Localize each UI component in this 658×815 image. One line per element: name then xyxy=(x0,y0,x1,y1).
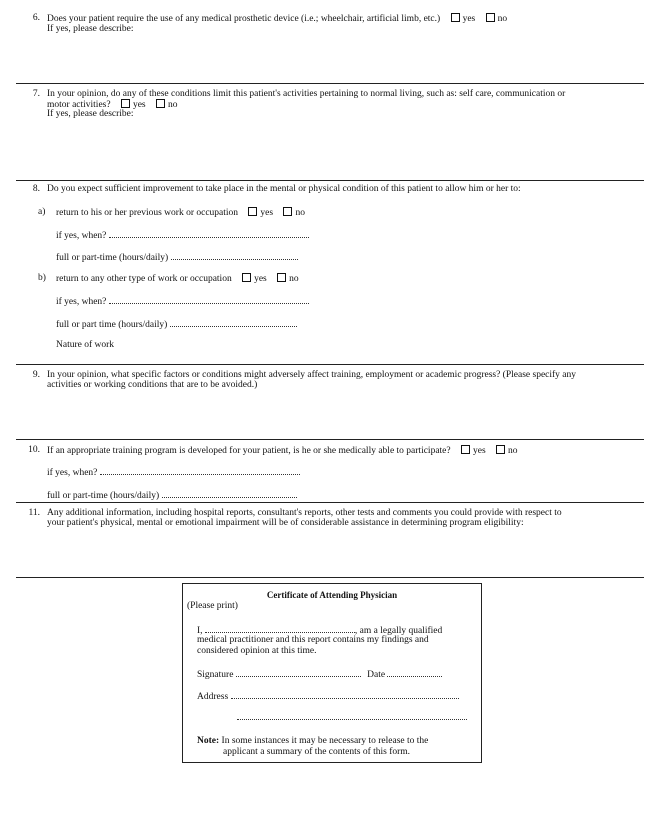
q8a-yes-checkbox[interactable] xyxy=(248,207,257,216)
signature-field[interactable] xyxy=(236,668,361,677)
q11-answer-line[interactable] xyxy=(16,577,644,578)
q8b-when-label: if yes, when? xyxy=(56,297,107,307)
certificate-line1: , am a legally qualified xyxy=(354,626,443,636)
q8b-no-checkbox[interactable] xyxy=(277,273,286,282)
address-field-1[interactable] xyxy=(231,690,459,699)
note-text-1: In some instances it may be necessary to release to the xyxy=(221,736,429,746)
certificate-i-label: I, xyxy=(197,626,203,636)
signature-label: Signature xyxy=(197,670,234,680)
please-print-label: (Please print) xyxy=(187,601,238,611)
q7-number: 7. xyxy=(32,89,40,99)
q6-number: 6. xyxy=(32,13,40,23)
q8-answer-line[interactable] xyxy=(16,364,644,365)
q9-text: In your opinion, what specific factors or conditions might adversely affect training, employment or academic progress? (Please specify any xyxy=(47,370,577,380)
q9-answer-line[interactable] xyxy=(16,439,644,440)
q10-yes-checkbox[interactable] xyxy=(461,445,470,454)
certificate-title: Certificate of Attending Physician xyxy=(266,590,398,600)
q8a-hours-label: full or part-time (hours/daily) xyxy=(56,253,169,263)
q11-number: 11. xyxy=(28,508,40,518)
q8b-yes-checkbox[interactable] xyxy=(242,273,251,282)
q8b-yes-label: yes xyxy=(254,274,267,284)
certificate-line3: considered opinion at this time. xyxy=(197,646,317,656)
q6-describe: If yes, please describe: xyxy=(47,24,134,34)
q7-no-label: no xyxy=(168,100,178,110)
q8a-when-label: if yes, when? xyxy=(56,231,107,241)
q8b-text: return to any other type of work or occupation xyxy=(56,274,232,284)
q9-text-cont: activities or working conditions that are to be avoided.) xyxy=(47,380,258,390)
date-field[interactable] xyxy=(387,668,442,677)
physician-certificate-box xyxy=(182,583,482,763)
q8a-no-label: no xyxy=(295,208,305,218)
q8b-hours-field[interactable] xyxy=(170,318,297,327)
q7-yes-checkbox[interactable] xyxy=(121,99,130,108)
q7-text: In your opinion, do any of these conditions limit this patient's activities pertaining to normal living, such as: self care, communication or xyxy=(47,89,566,99)
note-text-2: applicant a summary of the contents of this form. xyxy=(223,747,411,757)
address-field-2[interactable] xyxy=(237,711,467,720)
q10-yes-label: yes xyxy=(472,446,486,456)
q6-answer-line[interactable] xyxy=(16,83,644,84)
q7-describe: If yes, please describe: xyxy=(47,109,134,119)
q10-when-label: if yes, when? xyxy=(47,468,98,478)
physician-name-field[interactable] xyxy=(205,624,355,633)
q8b-nature-label: Nature of work xyxy=(56,340,115,350)
q7-text-cont: motor activities? xyxy=(47,100,111,110)
q8-text: Do you expect sufficient improvement to take place in the mental or physical condition of this patient to allow him or her to: xyxy=(47,184,521,194)
q10-when-field[interactable] xyxy=(100,466,300,475)
q9-number: 9. xyxy=(32,370,40,380)
q10-answer-line[interactable] xyxy=(16,502,644,503)
q8b-letter: b) xyxy=(38,273,46,283)
note-label: Note: xyxy=(197,736,220,746)
q10-no-checkbox[interactable] xyxy=(496,445,505,454)
date-label: Date xyxy=(367,670,386,680)
q8a-no-checkbox[interactable] xyxy=(283,207,292,216)
q7-yes-label: yes xyxy=(132,100,146,110)
q8a-when-field[interactable] xyxy=(109,229,309,238)
address-label: Address xyxy=(197,692,229,702)
q7-answer-line[interactable] xyxy=(16,180,644,181)
q8-number: 8. xyxy=(32,184,40,194)
q8a-yes-label: yes xyxy=(260,208,274,218)
q6-no-checkbox[interactable] xyxy=(486,13,495,22)
q11-text: Any additional information, including hospital reports, consultant's reports, other tests and comments you could provide with respect to xyxy=(47,508,562,518)
q8a-text: return to his or her previous work or occupation xyxy=(56,208,239,218)
q6-no-label: no xyxy=(497,14,508,24)
q11-text-cont: your patient's physical, mental or emotional impairment will be of considerable assistance in determining program eligibility: xyxy=(47,518,524,528)
q6-text: Does your patient require the use of any medical prosthetic device (i.e.; wheelchair, artificial limb, etc.) xyxy=(47,14,441,24)
q8a-letter: a) xyxy=(38,207,46,217)
q7-no-checkbox[interactable] xyxy=(156,99,165,108)
q10-no-label: no xyxy=(508,446,518,456)
q8b-no-label: no xyxy=(289,274,299,284)
q6-yes-label: yes xyxy=(462,14,476,24)
q6-yes-checkbox[interactable] xyxy=(451,13,460,22)
certificate-line2: medical practitioner and this report contains my findings and xyxy=(197,635,429,645)
q10-hours-field[interactable] xyxy=(162,489,297,498)
q10-hours-label: full or part-time (hours/daily) xyxy=(47,491,160,501)
q10-text: If an appropriate training program is developed for your patient, is he or she medically able to participate? xyxy=(47,446,451,456)
q8b-when-field[interactable] xyxy=(109,295,309,304)
q10-number: 10. xyxy=(28,445,40,455)
q8b-hours-label: full or part time (hours/daily) xyxy=(56,320,168,330)
q8a-hours-field[interactable] xyxy=(171,251,298,260)
